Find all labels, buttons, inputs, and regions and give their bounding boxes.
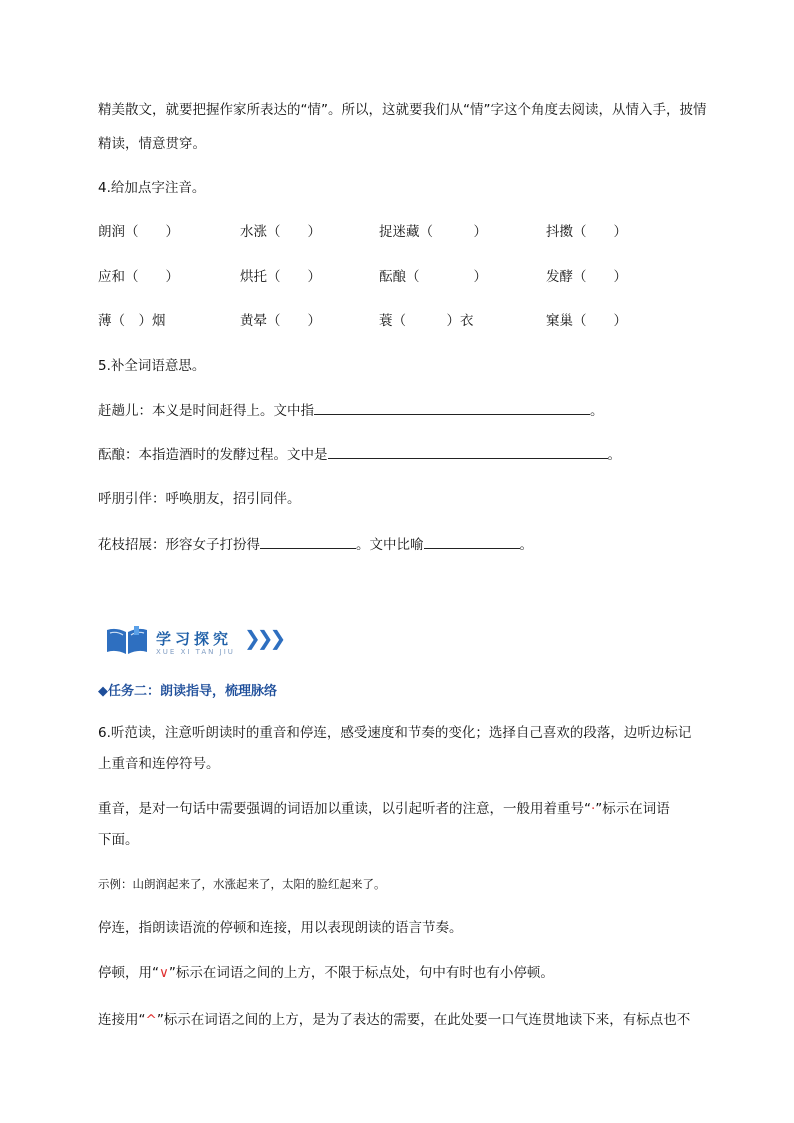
link-mark: ^: [145, 1012, 157, 1028]
q5-item-4-end: 。: [519, 537, 533, 553]
q4-item: 蓑（ ）衣: [379, 313, 474, 329]
example-sentence: 示例：山朗润起来了，水涨起来了，太阳的脸红起来了。: [98, 877, 386, 891]
q5-item-2: [98, 444, 621, 465]
link-line: [98, 1010, 690, 1030]
q4-item: 酝酿（ ）: [379, 269, 487, 285]
book-icon: [104, 624, 150, 658]
stress-line-2: 下面。: [98, 832, 139, 848]
q5-title: 5.补全词语意思。: [98, 358, 206, 374]
q4-item: 烘托（ ）: [240, 269, 321, 285]
q5-item-1-end: 。: [590, 403, 604, 419]
task-heading: ◆任务二：朗读指导，梳理脉络: [98, 684, 277, 699]
stress-text: 重音，是对一句话中需要强调的词语加以重读，以引起听者的注意，一般用着重号“: [98, 801, 591, 817]
q4-item: 窠巢（ ）: [546, 313, 627, 329]
q5-item-1-text: 赶趟儿：本义是时间赶得上。文中指: [98, 403, 314, 419]
q6-line-2: 上重音和连停符号。: [98, 756, 220, 772]
q6-line-1: 6.听范读，注意听朗读时的重音和停连，感受速度和节奏的变化；选择自己喜欢的段落，边听边标记: [98, 725, 692, 741]
banner-subtitle: XUE XI TAN JIU: [156, 648, 235, 656]
q5-item-4-mid: 。文中比喻: [356, 537, 424, 553]
answer-blank[interactable]: [424, 534, 520, 549]
answer-blank[interactable]: [260, 534, 356, 549]
q4-item: 捉迷藏（ ）: [379, 224, 487, 240]
pause-mark: ∨: [159, 965, 169, 981]
q5-item-4-text: 花枝招展：形容女子打扮得: [98, 537, 260, 553]
q4-item: 发酵（ ）: [546, 269, 627, 285]
stress-mark: ·: [591, 801, 596, 817]
stress-text-end: ”标示在词语: [595, 801, 670, 817]
q5-item-1: [98, 400, 604, 421]
q5-item-2-end: 。: [607, 447, 621, 463]
intro-line-1: 精美散文，就要把握作家所表达的“情”。所以，这就要我们从“情”字这个角度去阅读，从情入手，披情: [98, 102, 707, 118]
q4-item: 水涨（ ）: [240, 224, 321, 240]
stress-line-1: [98, 799, 670, 819]
q4-item: 薄（ ）烟: [98, 313, 166, 329]
chevron-right-icon: ❯❯❯: [244, 626, 283, 650]
answer-blank[interactable]: [328, 444, 608, 459]
q4-title: 4.给加点字注音。: [98, 180, 206, 196]
q5-item-3: 呼朋引伴：呼唤朋友，招引同伴。: [98, 491, 301, 507]
section-banner: [104, 624, 304, 660]
q4-item: 黄晕（ ）: [240, 313, 321, 329]
q4-item: 朗润（ ）: [98, 224, 179, 240]
link-text-end: ”标示在词语之间的上方，是为了表达的需要，在此处要一口气连贯地读下来，有标点也不: [156, 1012, 691, 1028]
banner-title: 学习探究: [156, 630, 233, 648]
pause-definition: 停连，指朗读语流的停顿和连接，用以表现朗读的语言节奏。: [98, 920, 463, 936]
answer-blank[interactable]: [314, 400, 590, 415]
q4-item: 应和（ ）: [98, 269, 179, 285]
pause-text: 停顿，用“: [98, 965, 159, 981]
q5-item-4: [98, 534, 533, 555]
q5-item-2-text: 酝酿：本指造酒时的发酵过程。文中是: [98, 447, 328, 463]
pause-line: [98, 963, 554, 983]
pause-text-end: ”标示在词语之间的上方，不限于标点处，句中有时也有小停顿。: [168, 965, 554, 981]
link-text: 连接用“: [98, 1012, 146, 1028]
q4-item: 抖擞（ ）: [546, 224, 627, 240]
intro-line-2: 精读，情意贯穿。: [98, 136, 206, 152]
